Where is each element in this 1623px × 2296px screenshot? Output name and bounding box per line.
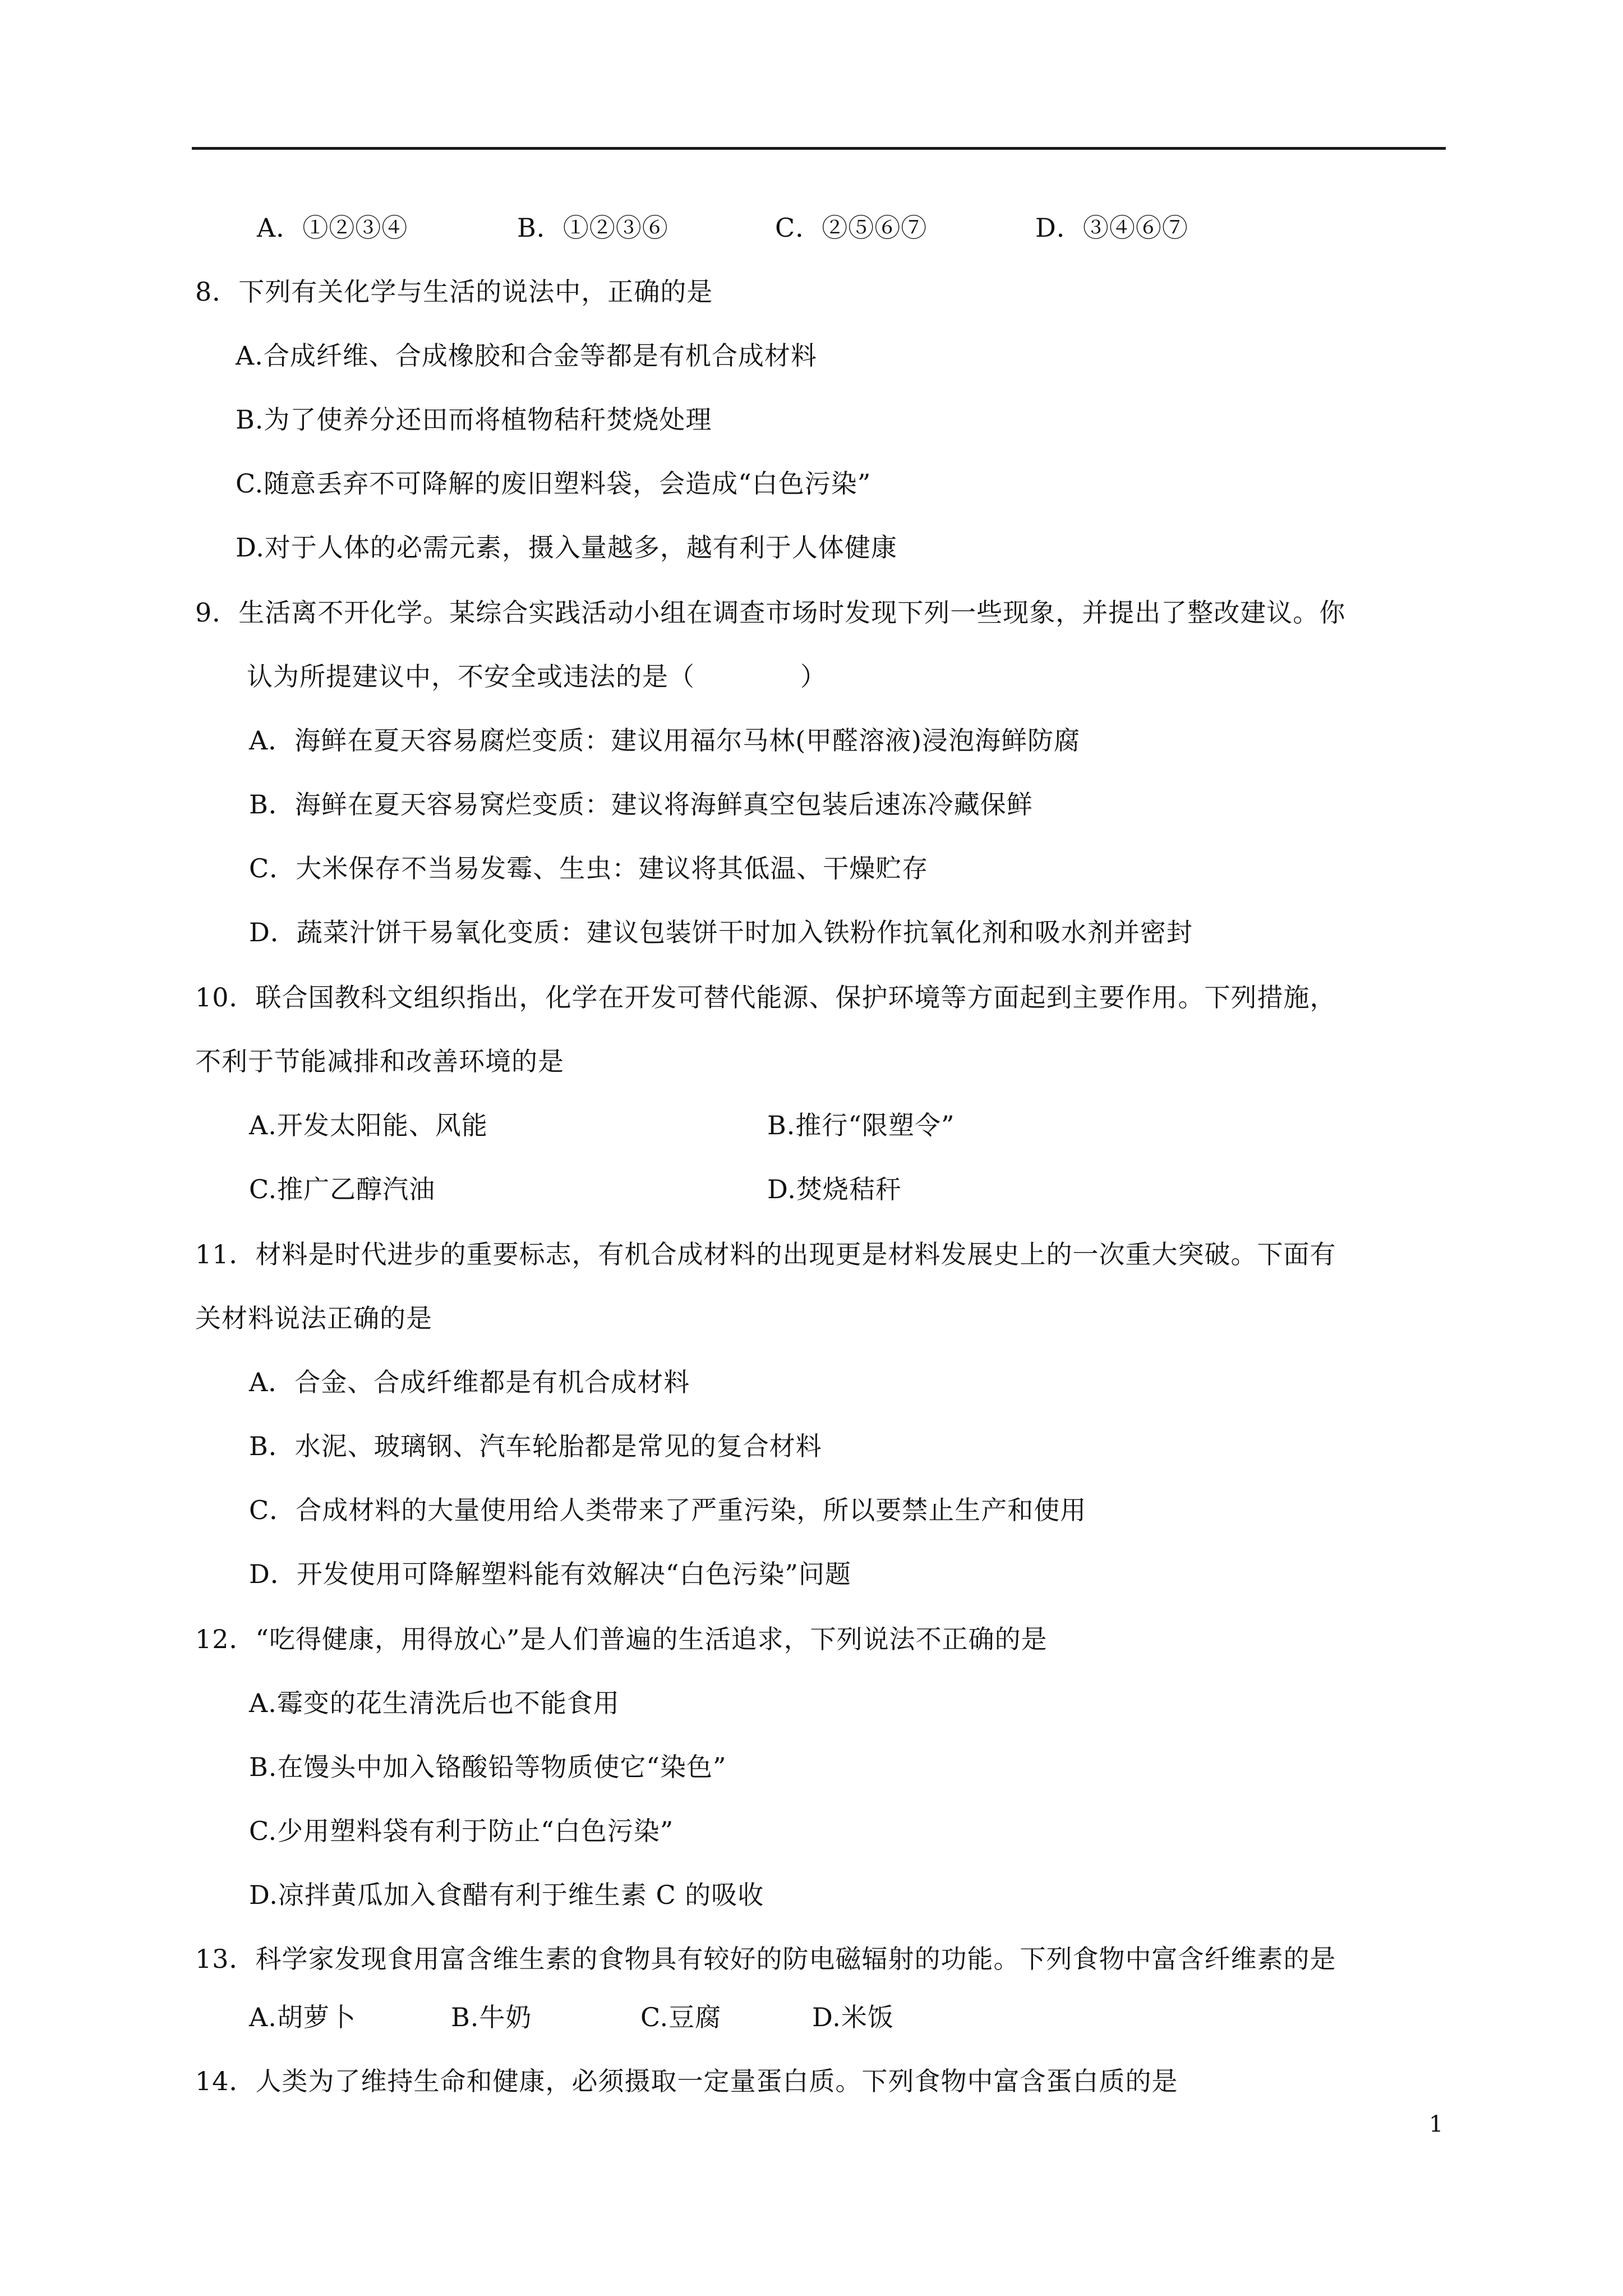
q12-option-b: B.在馒头中加入铬酸铅等物质使它“染色” [249,1752,727,1782]
q11-option-d: D．开发使用可降解塑料能有效解决“白色污染”问题 [249,1559,851,1589]
q11-option-c: C．合成材料的大量使用给人类带来了严重污染，所以要禁止生产和使用 [249,1495,1087,1525]
q12-option-c: C.少用塑料袋有利于防止“白色污染” [249,1816,674,1846]
header-rule [192,147,1446,150]
q8-option-a: A.合成纤维、合成橡胶和合金等都是有机合成材料 [236,341,817,371]
q13-option-c: C.豆腐 [640,2002,722,2032]
q8-option-d: D.对于人体的必需元素，摄入量越多，越有利于人体健康 [236,532,897,563]
q13-option-d: D.米饭 [812,2002,894,2032]
q8-option-b: B.为了使养分还田而将植物秸秆焚烧处理 [236,404,712,435]
q8-option-c: C.随意丢弃不可降解的废旧塑料袋，会造成“白色污染” [236,468,872,499]
q10-stem-line1: 10．联合国教科文组织指出，化学在开发可替代能源、保护环境等方面起到主要作用。下列措施， [195,982,1336,1013]
q9-stem-line1: 9．生活离不开化学。某综合实践活动小组在调查市场时发现下列一些现象，并提出了整改建议。你 [195,597,1346,628]
q12-option-a: A.霉变的花生清洗后也不能食用 [249,1688,620,1718]
q10-stem-line2: 不利于节能减排和改善环境的是 [195,1046,564,1076]
q7-option-a: A．①②③④ [257,213,408,243]
q11-option-b: B．水泥、玻璃钢、汽车轮胎都是常见的复合材料 [249,1431,822,1461]
q13-option-a: A.胡萝卜 [249,2002,356,2032]
q9-stem-line2: 认为所提建议中，不安全或违法的是（ ） [247,661,827,692]
q11-stem-line1: 11．材料是时代进步的重要标志，有机合成材料的出现更是材料发展史上的一次重大突破。下面有 [195,1239,1336,1269]
q9-option-b: B．海鲜在夏天容易窝烂变质：建议将海鲜真空包装后速冻冷藏保鲜 [249,789,1033,820]
q9-option-d: D．蔬菜汁饼干易氧化变质：建议包装饼干时加入铁粉作抗氧化剂和吸水剂并密封 [249,917,1193,947]
q11-stem-line2: 关材料说法正确的是 [195,1303,432,1333]
q7-option-d: D．③④⑥⑦ [1035,213,1188,243]
q12-option-d: D.凉拌黄瓜加入食醋有利于维生素 C 的吸收 [249,1880,764,1910]
q10-option-d: D.焚烧秸秆 [767,1174,902,1204]
q13-option-b: B.牛奶 [451,2002,532,2032]
q12-stem: 12．“吃得健康，用得放心”是人们普遍的生活追求，下列说法不正确的是 [195,1624,1048,1654]
q10-option-a: A.开发太阳能、风能 [249,1110,488,1140]
q8-stem: 8．下列有关化学与生活的说法中，正确的是 [195,277,713,307]
q10-option-b: B.推行“限塑令” [767,1110,955,1140]
q14-stem: 14．人类为了维持生命和健康，必须摄取一定量蛋白质。下列食物中富含蛋白质的是 [195,2066,1178,2096]
q10-option-c: C.推广乙醇汽油 [249,1174,436,1204]
q13-stem: 13．科学家发现食用富含维生素的食物具有较好的防电磁辐射的功能。下列食物中富含纤维素的是 [195,1944,1336,1974]
q11-option-a: A．合金、合成纤维都是有机合成材料 [249,1367,690,1397]
page-number: 1 [1429,2111,1444,2137]
q7-option-b: B．①②③⑥ [517,213,668,243]
q9-option-c: C．大米保存不当易发霉、生虫：建议将其低温、干燥贮存 [249,853,929,884]
q7-option-c: C．②⑤⑥⑦ [775,213,928,243]
q9-option-a: A．海鲜在夏天容易腐烂变质：建议用福尔马林(甲醛溶液)浸泡海鲜防腐 [249,725,1081,756]
